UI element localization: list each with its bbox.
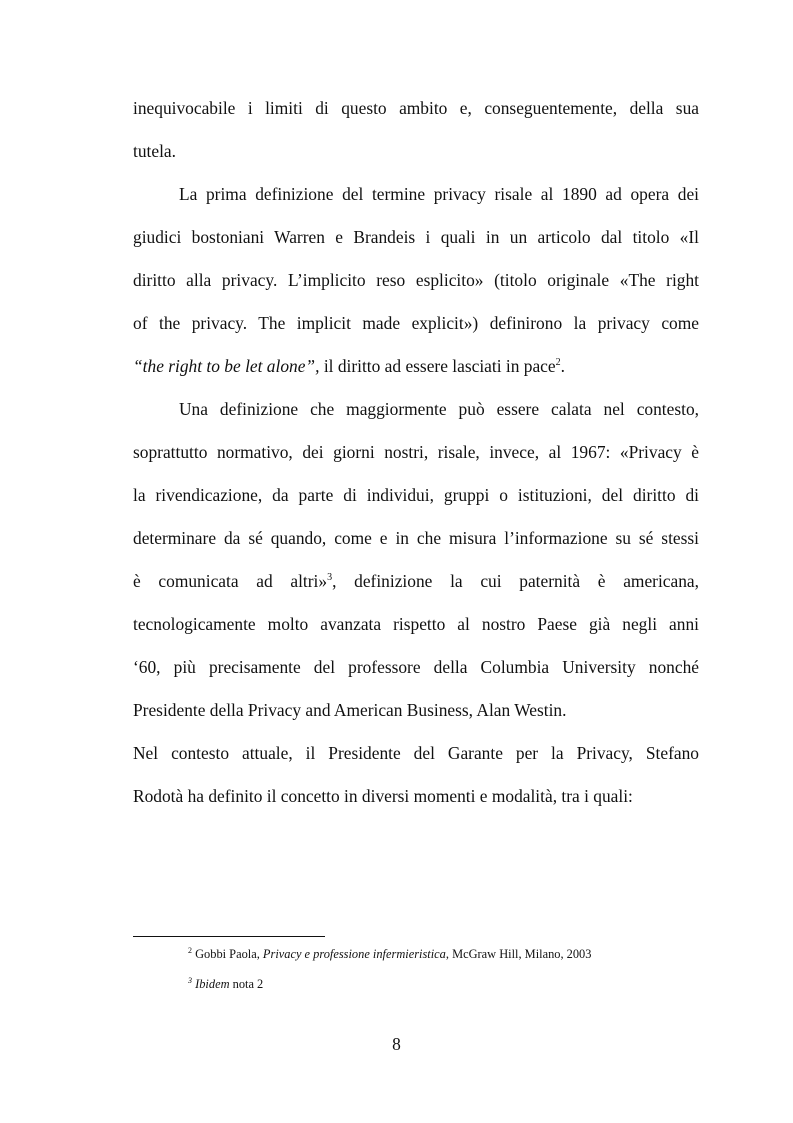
footnote-text: nota 2 [229, 977, 264, 991]
footnote-text: , McGraw Hill, Milano, 2003 [445, 947, 592, 961]
footnote-separator [133, 936, 325, 937]
body-text: , definizione la cui paternità è americana, [332, 571, 700, 591]
body-line: Rodotà ha definito il concetto in diversi momenti e modalità, tra i quali: [133, 786, 633, 806]
footnote [188, 946, 591, 962]
body-line: soprattutto normativo, dei giorni nostri, risale, invece, al 1967: «Privacy è [133, 442, 699, 462]
body-line: Presidente della Privacy and American Business, Alan Westin. [133, 700, 567, 720]
body-line: inequivocabile i limiti di questo ambito e, conseguentemente, della sua [133, 98, 699, 118]
footnote-ref: 3 [327, 572, 333, 583]
page-number: 8 [392, 1034, 401, 1054]
body-line: Una definizione che maggiormente può essere calata nel contesto, [179, 399, 699, 419]
body-line: determinare da sé quando, come e in che misura l’informazione su sé stessi [133, 528, 699, 548]
body-line [133, 356, 699, 376]
footnote-title: Privacy e professione infermieristica [262, 947, 446, 961]
body-line: La prima definizione del termine privacy risale al 1890 ad opera dei [179, 184, 699, 204]
body-line: tecnologicamente molto avanzata rispetto al nostro Paese già negli anni [133, 614, 699, 634]
body-line: of the privacy. The implicit made explicit») definirono la privacy come [133, 313, 699, 333]
footnote-number: 2 [188, 946, 192, 955]
body-text: è comunicata ad altri» [133, 571, 328, 591]
footnote-number: 3 [188, 976, 192, 985]
body-line [133, 571, 699, 591]
body-text: . [560, 356, 565, 376]
footnote [188, 976, 263, 992]
body-line: ‘60, più precisamente del professore della Columbia University nonché [133, 657, 699, 677]
body-text: il diritto ad essere lasciati in pace [319, 356, 556, 376]
footnote-title: Ibidem [195, 977, 230, 991]
footnote-ref: 2 [555, 357, 561, 368]
body-line: Nel contesto attuale, il Presidente del Garante per la Privacy, Stefano [133, 743, 699, 763]
body-line: giudici bostoniani Warren e Brandeis i quali in un articolo dal titolo «Il [133, 227, 699, 247]
body-line: tutela. [133, 141, 176, 161]
body-line: diritto alla privacy. L’implicito reso esplicito» (titolo originale «The right [133, 270, 699, 290]
quoted-phrase: “the right to be let alone”, [133, 356, 320, 376]
footnote-author: Gobbi Paola, [195, 947, 263, 961]
body-line: la rivendicazione, da parte di individui, gruppi o istituzioni, del diritto di [133, 485, 699, 505]
